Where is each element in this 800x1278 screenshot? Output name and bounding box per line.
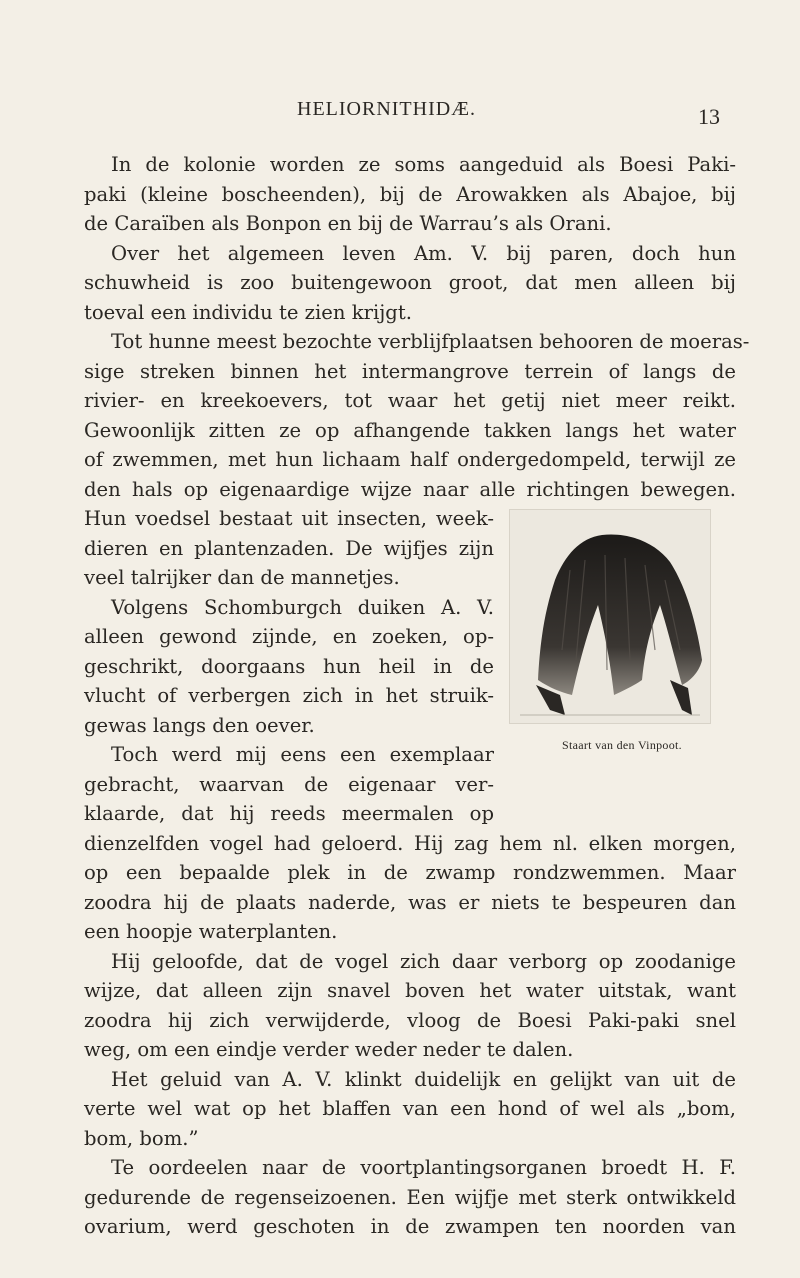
page-header — [0, 98, 800, 128]
text-line: alleen gewond zijnde, en zoeken, op- — [84, 625, 494, 648]
text-line: Te oordeelen naar de voortplantingsorganen broedt H. F. — [111, 1156, 736, 1179]
text-line: Hij geloofde, dat de vogel zich daar verborg op zoodanige — [111, 949, 736, 973]
text-line: gebracht, waarvan de eigenaar ver- — [84, 772, 494, 796]
text-line: bom, bom.” — [84, 1126, 199, 1150]
text-line: paki (kleine boscheenden), bij de Arowakken als Abajoe, bij — [84, 182, 736, 206]
text-line: dieren en plantenzaden. De wijfjes zijn — [84, 536, 494, 560]
text-line: dienzelfden vogel had geloerd. Hij zag hem nl. elken morgen, — [84, 831, 736, 855]
text-line: klaarde, dat hij reeds meermalen op — [84, 802, 494, 825]
text-line: op een bepaalde plek in de zwamp rondzwemmen. Maar — [84, 861, 736, 884]
page-number: 13 — [698, 104, 720, 129]
text-line: of zwemmen, met hun lichaam half ondergedompeld, terwijl ze — [84, 448, 736, 471]
text-line: Tot hunne meest bezochte verblijfplaatsen behooren de moeras- — [111, 330, 750, 353]
text-line: verte wel wat op het blaffen van een hond of wel als „bom, — [84, 1097, 736, 1120]
text-line: weg, om een eindje verder weder neder te dalen. — [84, 1038, 574, 1061]
text-line: veel talrijker dan de mannetjes. — [84, 566, 400, 589]
text-line: Hun voedsel bestaat uit insecten, week- — [84, 507, 494, 530]
text-line: vlucht of verbergen zich in het struik- — [84, 684, 494, 707]
text-line: Gewoonlijk zitten ze op afhangende takken langs het water — [84, 418, 736, 442]
text-line: In de kolonie worden ze soms aangeduid als Boesi Paki- — [111, 153, 736, 176]
text-line: wijze, dat alleen zijn snavel boven het water uitstak, want — [84, 979, 736, 1002]
text-line: Het geluid van A. V. klinkt duidelijk en gelijkt van uit de — [111, 1067, 736, 1091]
figure-caption: Staart van den Vinpoot. — [562, 738, 682, 752]
text-line: sige streken binnen het intermangrove terrein of langs de — [84, 359, 736, 383]
text-line: Volgens Schomburgch duiken A. V. — [111, 595, 494, 619]
text-line: geschrikt, doorgaans hun heil in de — [84, 654, 494, 678]
text-line: Toch werd mij eens een exemplaar — [111, 743, 494, 766]
text-line: rivier- en kreekoevers, tot waar het getij niet meer reikt. — [84, 389, 736, 412]
text-line: schuwheid is zoo buitengewoon groot, dat men alleen bij — [84, 271, 736, 294]
running-head: HELIORNITHIDÆ. — [297, 98, 476, 120]
text-line: een hoopje waterplanten. — [84, 920, 338, 943]
text-line: den hals op eigenaardige wijze naar alle richtingen bewegen. — [84, 477, 736, 501]
text-line: zoodra hij zich verwijderde, vloog de Boesi Paki-paki snel — [84, 1008, 736, 1032]
text-line: toeval een individu te zien krijgt. — [84, 300, 412, 324]
text-line: gedurende de regenseizoenen. Een wijfje met sterk ontwikkeld — [84, 1185, 736, 1209]
text-line: zoodra hij de plaats naderde, was er niets te bespeuren dan — [84, 890, 736, 914]
text-line: ovarium, werd geschoten in de zwampen ten noorden van — [84, 1215, 736, 1238]
text-line: gewas langs den oever. — [84, 713, 315, 737]
body-text — [84, 150, 750, 1242]
text-line: de Caraïben als Bonpon en bij de Warrau’s als Orani. — [84, 212, 612, 235]
text-line: Over het algemeen leven Am. V. bij paren, doch hun — [111, 241, 736, 265]
